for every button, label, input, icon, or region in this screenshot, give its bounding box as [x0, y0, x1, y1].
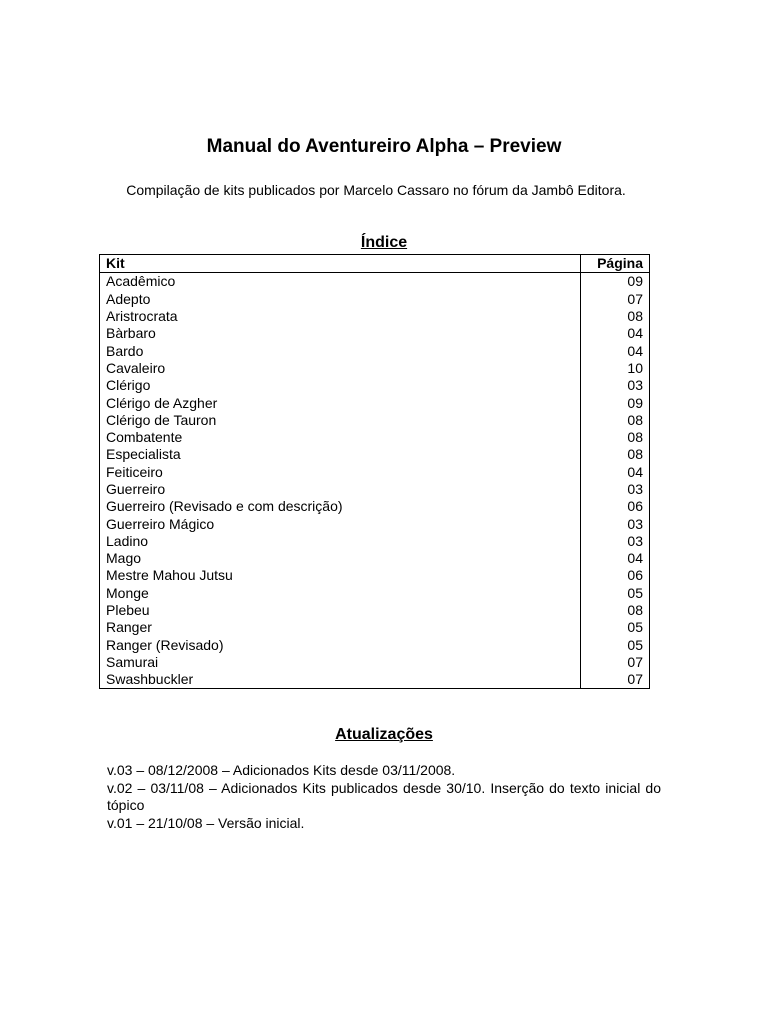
table-row: [100, 671, 650, 689]
kit-name-cell: Monge: [106, 584, 149, 601]
kit-name-cell: Plebeu: [106, 602, 150, 619]
kit-page-cell: 05: [581, 637, 650, 654]
kit-name-cell: Cavaleiro: [106, 359, 166, 376]
kit-page-cell: 09: [581, 273, 650, 291]
table-row: [100, 654, 650, 671]
kit-name-cell: Adepto: [106, 290, 151, 307]
kit-page-cell: 04: [581, 464, 650, 481]
kit-page-cell: 03: [581, 533, 650, 550]
kit-name-cell: Combatente: [106, 429, 183, 446]
kit-page-cell: 08: [581, 446, 650, 463]
kit-page-cell: 05: [581, 619, 650, 636]
kit-page-cell: 04: [581, 325, 650, 342]
table-row: [100, 619, 650, 636]
kit-name-cell: Guerreiro: [106, 481, 166, 497]
updates-list: [107, 762, 661, 832]
table-row: [100, 550, 650, 567]
table-row: [100, 602, 650, 619]
kit-page-cell: 03: [581, 515, 650, 532]
table-row: [100, 429, 650, 446]
update-entry: v.02 – 03/11/08 – Adicionados Kits publicados desde 30/10. Inserção do texto inicial do tópico: [107, 779, 661, 813]
table-row: [100, 360, 650, 377]
kit-name-cell: Ranger: [106, 619, 152, 636]
kit-page-cell: 06: [581, 567, 650, 584]
kit-name-cell: Guerreiro (Revisado e com descrição): [106, 498, 343, 515]
kit-name-cell: Aristrocrata: [106, 308, 178, 325]
table-row: [100, 446, 650, 463]
kit-name-cell: Ladino: [106, 532, 149, 549]
table-row: [100, 498, 650, 515]
kit-page-cell: 09: [581, 394, 650, 411]
table-row: [100, 533, 650, 550]
update-entry: v.03 – 08/12/2008 – Adicionados Kits desde 03/11/2008.: [107, 762, 456, 778]
document-subtitle: Compilação de kits publicados por Marcelo Cassaro no fórum da Jambô Editora.: [126, 182, 626, 198]
kit-name-cell: Clérigo de Azgher: [106, 394, 218, 411]
kit-name-cell: Feiticeiro: [106, 463, 163, 480]
table-row: [100, 515, 650, 532]
kit-name-cell: Especialista: [106, 446, 181, 463]
kit-name-cell: Acadêmico: [106, 273, 176, 290]
table-row: [100, 464, 650, 481]
index-heading-text: Índice: [360, 234, 408, 251]
update-entry: v.01 – 21/10/08 – Versão inicial.: [107, 814, 305, 831]
kit-page-cell: 08: [581, 429, 650, 446]
kit-page-cell: 06: [581, 498, 650, 515]
kit-name-cell: Bardo: [106, 342, 144, 359]
kit-page-cell: 08: [581, 412, 650, 429]
column-header-page: Página: [581, 255, 650, 273]
kit-name-cell: Bàrbaro: [106, 325, 156, 342]
kit-table-body: [100, 273, 650, 689]
table-row: [100, 273, 650, 291]
table-row: [100, 342, 650, 359]
kit-page-cell: 04: [581, 342, 650, 359]
table-row: [100, 377, 650, 394]
kit-name-cell: Ranger (Revisado): [106, 636, 224, 653]
kit-page-cell: 07: [581, 654, 650, 671]
document-title: Manual do Aventureiro Alpha – Preview: [206, 136, 562, 157]
kit-name-cell: Samurai: [106, 653, 159, 670]
table-row: [100, 291, 650, 308]
table-row: [100, 412, 650, 429]
kit-page-cell: 08: [581, 602, 650, 619]
kit-page-cell: 07: [581, 671, 650, 689]
kit-name-cell: Clérigo de Tauron: [106, 411, 217, 428]
table-row: [100, 585, 650, 602]
table-row: [100, 567, 650, 584]
table-row: [100, 308, 650, 325]
kit-page-cell: 04: [581, 550, 650, 567]
kit-name-cell: Clérigo: [106, 377, 151, 394]
kit-name-cell: Mago: [106, 550, 142, 567]
kit-page-cell: 10: [581, 360, 650, 377]
kit-page-cell: 08: [581, 308, 650, 325]
kit-name-cell: Guerreiro Mágico: [106, 515, 215, 532]
kit-page-cell: 03: [581, 481, 650, 498]
kit-page-cell: 03: [581, 377, 650, 394]
updates-heading: [0, 725, 768, 745]
column-header-kit: Kit: [100, 255, 581, 273]
kit-name-cell: Mestre Mahou Jutsu: [106, 567, 233, 584]
table-row: [100, 325, 650, 342]
kit-page-cell: 05: [581, 585, 650, 602]
table-row: [100, 394, 650, 411]
index-heading: [0, 233, 768, 253]
table-row: [100, 481, 650, 498]
kit-name-cell: Swashbuckler: [106, 671, 194, 688]
table-header-row: [100, 255, 650, 273]
table-row: [100, 637, 650, 654]
updates-heading-text: Atualizações: [335, 726, 433, 743]
kit-page-cell: 07: [581, 291, 650, 308]
kit-index-table: [99, 254, 650, 689]
